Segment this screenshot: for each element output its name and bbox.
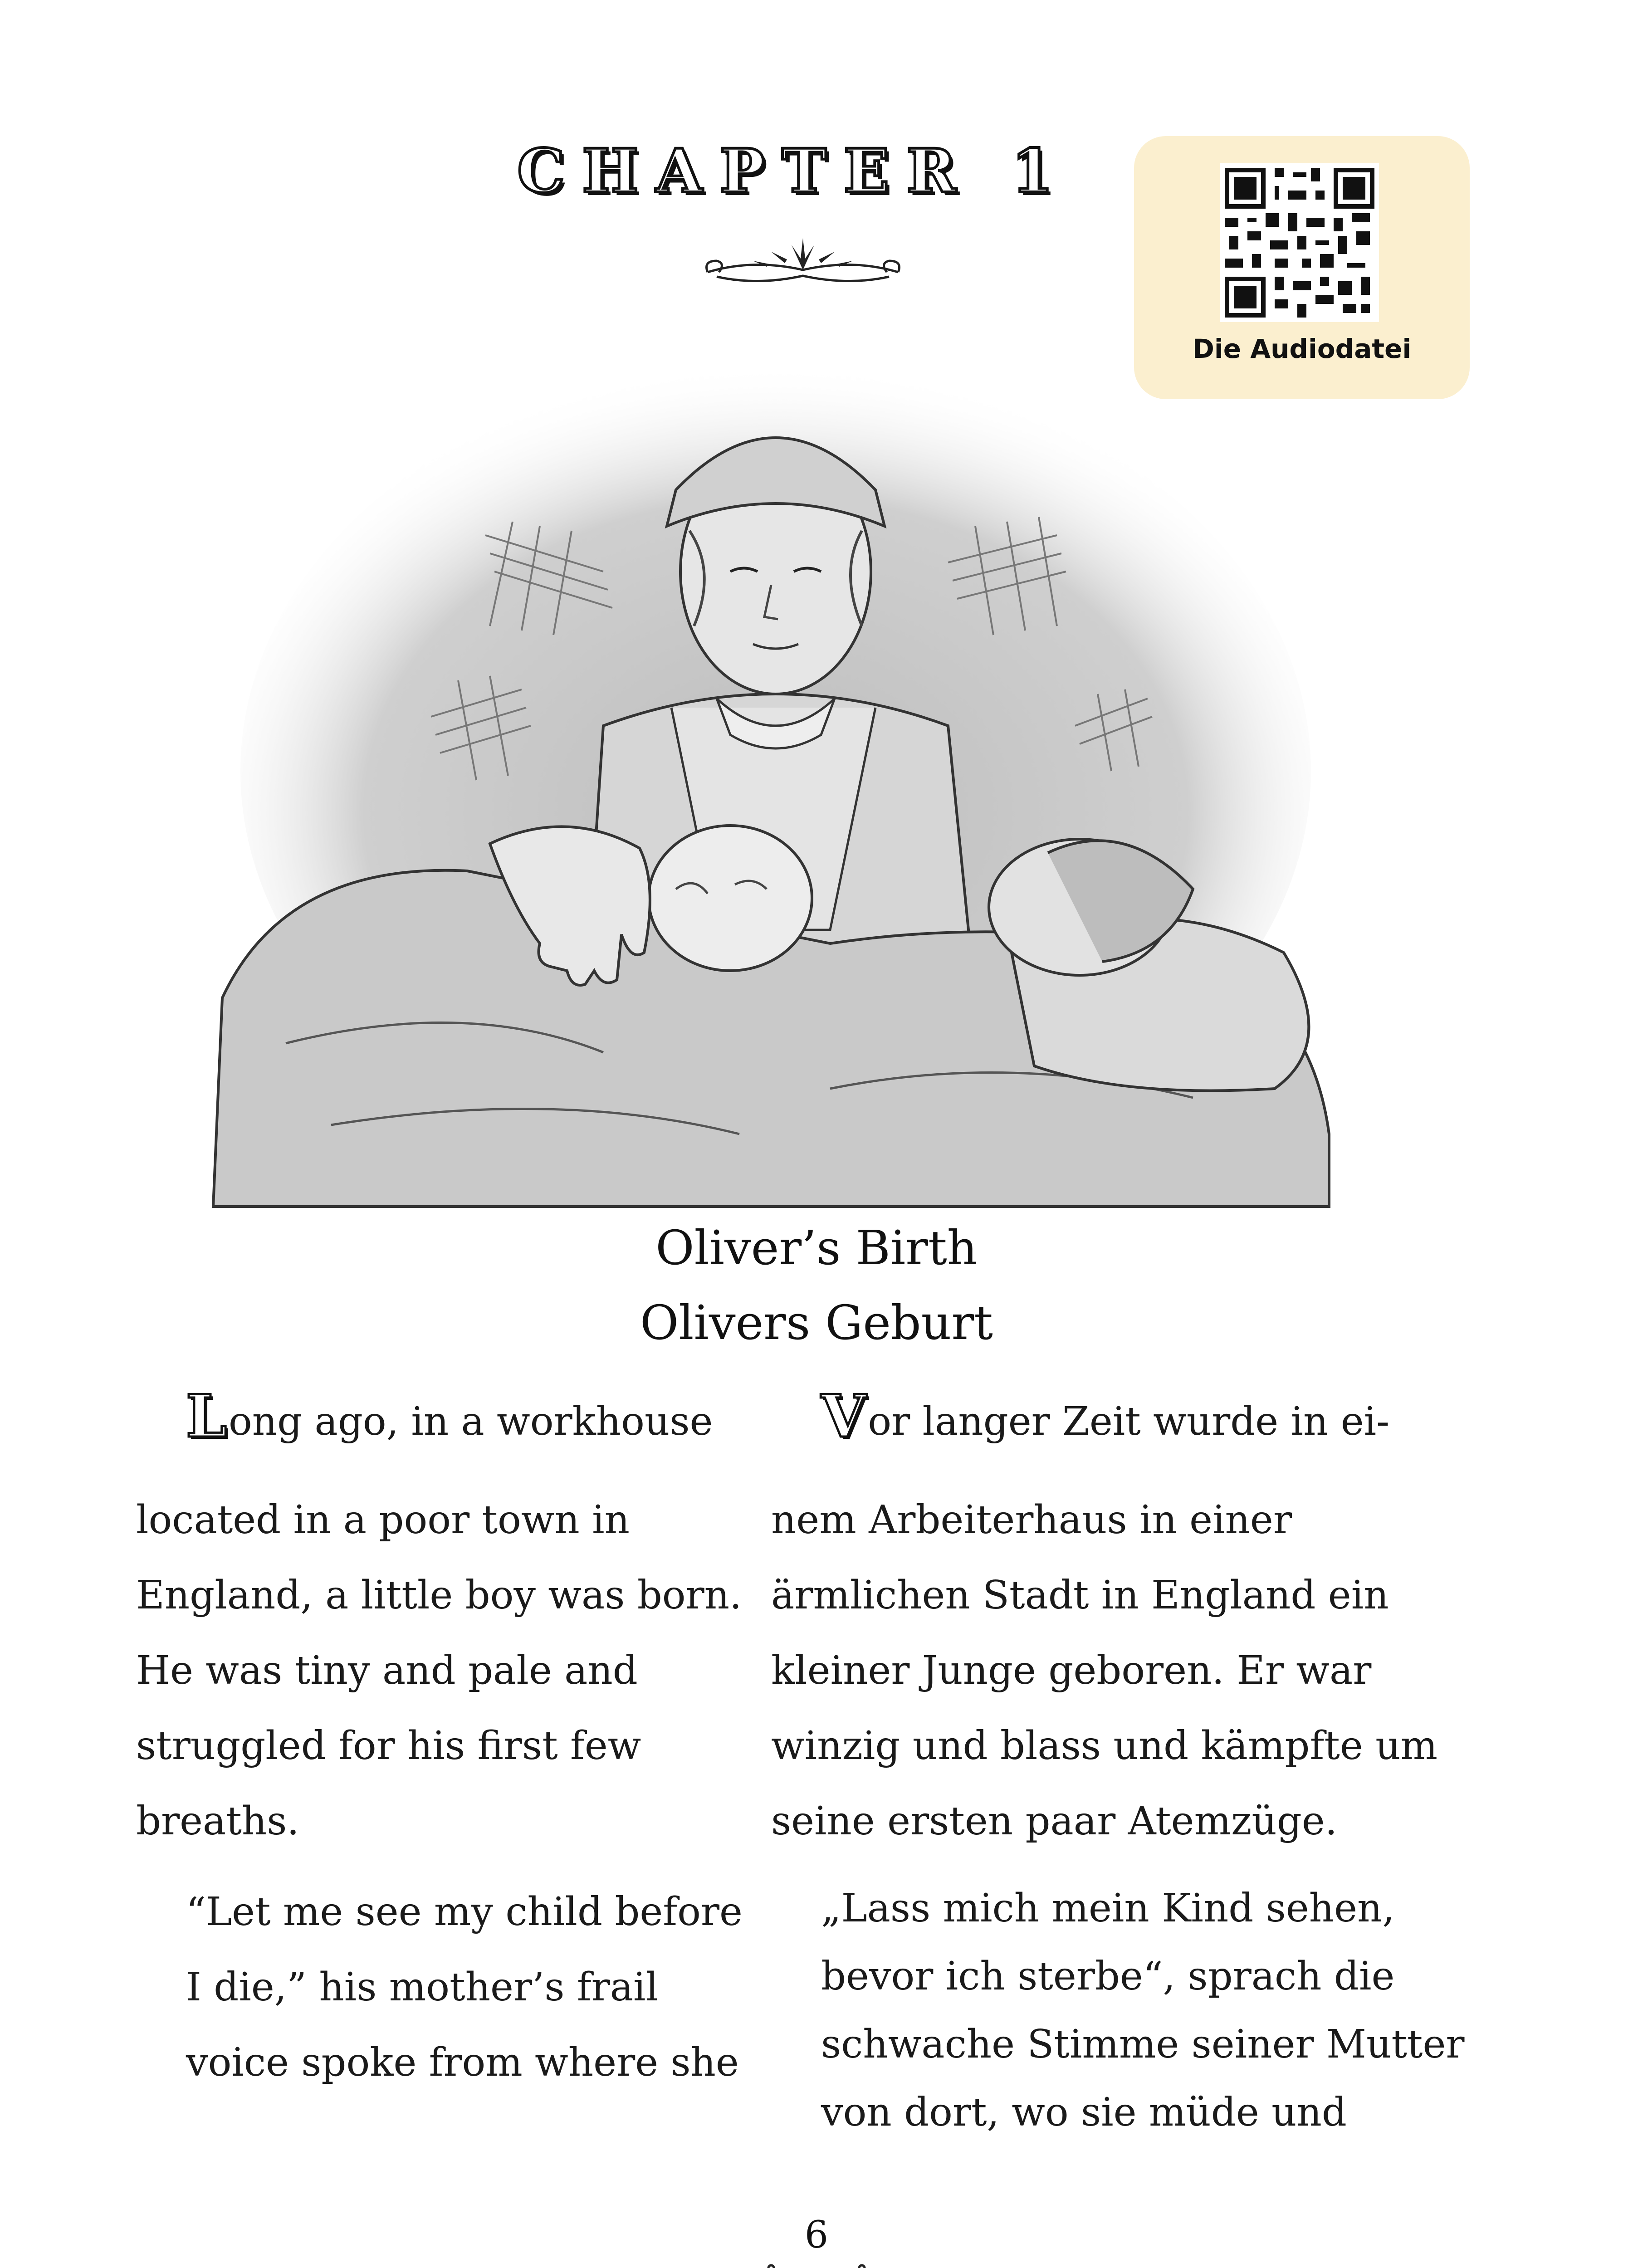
chapter-title: CHAPTER 1 [517, 136, 1071, 206]
english-paragraph-2: “Let me see my child before I die,” his mother’s frail voice spoke from where she [186, 1889, 743, 2085]
footer-ornament [717, 2250, 916, 2268]
english-first-line-text: ong ago, in a workhouse [229, 1399, 713, 1444]
section-title-english: Oliver’s Birth [655, 1220, 978, 1276]
german-paragraph-1: nem Arbeiterhaus in einer ärmlichen Stadt in England ein kleiner Junge geboren. Er war winzig und blass und kämpfte um seine ersten paar Atemzüge. [771, 1497, 1438, 1844]
english-paragraph-1: located in a poor town in England, a little boy was born. He was tiny and pale and struggled for his first few breaths. [136, 1497, 742, 1844]
audio-file-label: Die Audiodatei [1192, 333, 1412, 364]
page-number: 6 [804, 2214, 829, 2257]
qr-code-icon[interactable] [1220, 163, 1379, 322]
section-title-german: Olivers Geburt [640, 1295, 993, 1350]
chapter-ornament [699, 227, 907, 295]
nurse-mother-baby-illustration [195, 318, 1356, 1211]
english-first-line [136, 1379, 762, 1454]
german-first-line [771, 1379, 1497, 1454]
german-text-column [771, 1379, 1497, 2146]
german-first-line-text: or langer Zeit wurde in ei- [868, 1399, 1390, 1444]
german-dropcap: V [821, 1383, 866, 1451]
german-paragraph-2: „Lass mich mein Kind sehen, bevor ich sterbe“, sprach die schwache Stimme seiner Mutter von dort, wo sie müde und [821, 1886, 1465, 2135]
english-text-column [136, 1379, 762, 2100]
english-dropcap: L [186, 1383, 227, 1451]
